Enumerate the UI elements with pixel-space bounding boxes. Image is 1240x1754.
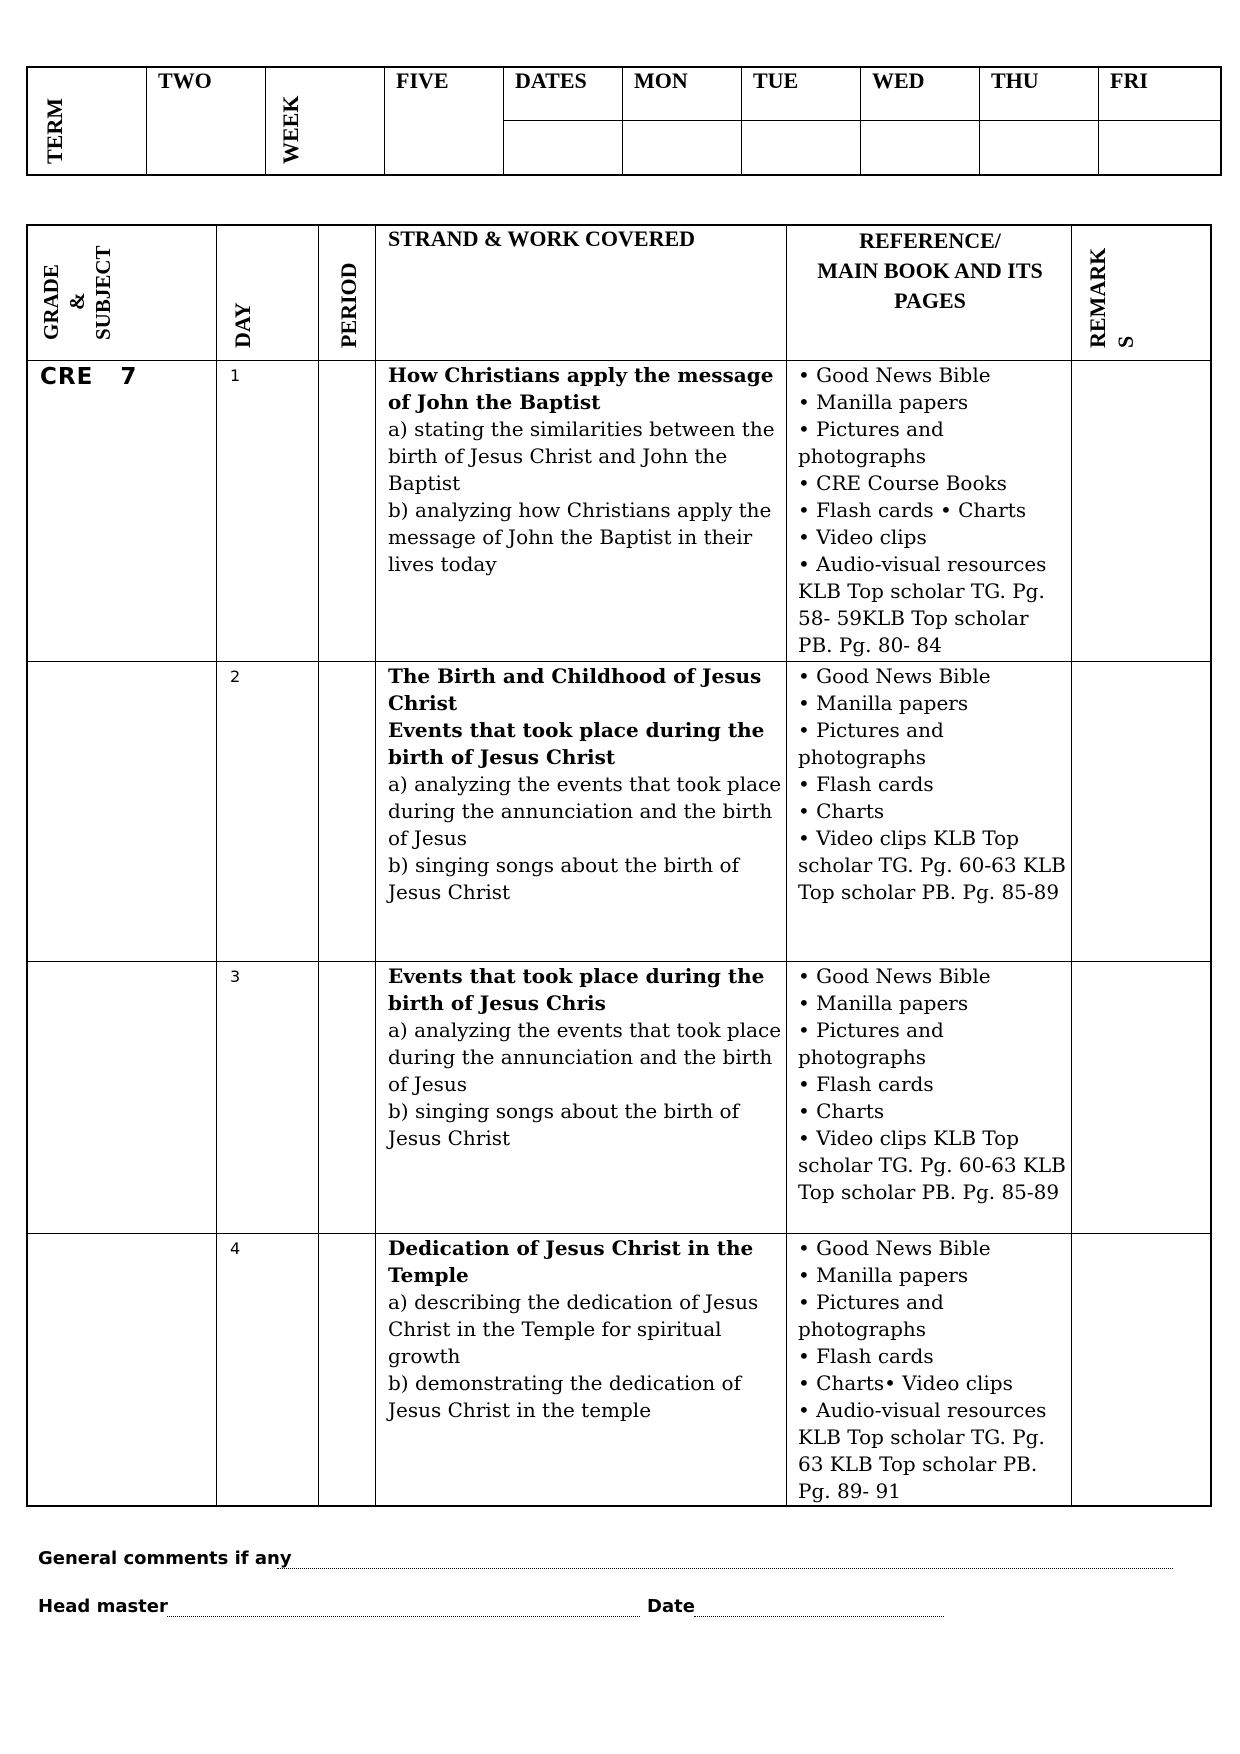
reference-line: • Good News Bible <box>798 1236 991 1260</box>
strand-text-line: of Jesus <box>388 1072 468 1096</box>
strand-text-line: during the annunciation and the birth <box>388 1045 773 1069</box>
strand-text-line: Jesus Christ in the temple <box>388 1398 652 1422</box>
column-divider <box>375 226 376 1505</box>
strand-text-line: Baptist <box>388 471 461 495</box>
date-line[interactable] <box>694 1616 944 1617</box>
strand-text-line: of Jesus <box>388 826 468 850</box>
strand-text-line: Jesus Christ <box>388 880 511 904</box>
reference-cell <box>798 362 1088 659</box>
reference-line: • Pictures and <box>798 417 944 441</box>
reference-line: • Flash cards • Charts <box>798 498 1027 522</box>
reference-line: Top scholar PB. Pg. 85-89 <box>798 1180 1060 1204</box>
row-divider <box>28 1233 1210 1234</box>
day-wed: WED <box>872 68 925 93</box>
day-tue: TUE <box>753 68 799 93</box>
week-label: WEEK <box>278 95 303 164</box>
strand-text-line: during the annunciation and the birth <box>388 799 773 823</box>
strand-text-line: Christ in the Temple for spiritual <box>388 1317 722 1341</box>
reference-line: KLB Top scholar TG. Pg. <box>798 1425 1045 1449</box>
reference-line: scholar TG. Pg. 60-63 KLB <box>798 1153 1066 1177</box>
grade-subject-header: GRADE & SUBJECT <box>39 245 115 340</box>
reference-line: photographs <box>798 1317 927 1341</box>
row-divider <box>28 661 1210 662</box>
strand-heading-line: Christ <box>388 691 458 715</box>
strand-heading-line: birth of Jesus Christ <box>388 745 616 769</box>
strand-text-line: b) analyzing how Christians apply the <box>388 498 772 522</box>
reference-line: • Pictures and <box>798 718 944 742</box>
subject-cell: CRE 7 <box>40 364 138 390</box>
strand-text-line: birth of Jesus Christ and John the <box>388 444 728 468</box>
reference-line: photographs <box>798 1045 927 1069</box>
strand-text-line: a) stating the similarities between the <box>388 417 775 441</box>
headmaster-label: Head master <box>38 1596 168 1617</box>
strand-cell <box>388 1235 806 1424</box>
day-cell: 3 <box>230 967 241 986</box>
reference-line: • Audio-visual resources <box>798 1398 1047 1422</box>
reference-line: • Manilla papers <box>798 691 969 715</box>
reference-line: 58- 59KLB Top scholar <box>798 606 1029 630</box>
reference-cell <box>798 1235 1088 1505</box>
scheme-of-work-table <box>26 224 1212 1507</box>
row-divider <box>28 961 1210 962</box>
reference-line: photographs <box>798 444 927 468</box>
term-value: TWO <box>158 68 212 93</box>
strand-heading-line: Events that took place during the <box>388 718 765 742</box>
day-thu: THU <box>991 68 1039 93</box>
strand-heading-line: of John the Baptist <box>388 390 601 414</box>
reference-line: • Manilla papers <box>798 390 969 414</box>
reference-line: • Audio-visual resources <box>798 552 1047 576</box>
reference-line: • Good News Bible <box>798 964 991 988</box>
strand-text-line: a) analyzing the events that took place <box>388 1018 782 1042</box>
reference-line: • CRE Course Books <box>798 471 1007 495</box>
strand-cell <box>388 663 806 906</box>
reference-line: • Flash cards <box>798 1344 934 1368</box>
strand-text-line: message of John the Baptist in their <box>388 525 753 549</box>
strand-text-line: a) describing the dedication of Jesus <box>388 1290 759 1314</box>
reference-line: • Video clips <box>798 525 927 549</box>
reference-line: 63 KLB Top scholar PB. <box>798 1452 1038 1476</box>
general-comments-line[interactable] <box>277 1568 1173 1569</box>
strand-text-line: b) singing songs about the birth of <box>388 1099 739 1123</box>
strand-header: STRAND & WORK COVERED <box>388 226 696 251</box>
reference-line: • Charts• Video clips <box>798 1371 1013 1395</box>
strand-text-line: a) analyzing the events that took place <box>388 772 782 796</box>
reference-line: Top scholar PB. Pg. 85-89 <box>798 880 1060 904</box>
strand-heading-line: The Birth and Childhood of Jesus <box>388 664 762 688</box>
period-header: PERIOD <box>336 262 361 348</box>
reference-line: KLB Top scholar TG. Pg. <box>798 579 1045 603</box>
day-cell: 4 <box>230 1239 241 1258</box>
day-header: DAY <box>230 302 255 348</box>
strand-cell <box>388 963 806 1152</box>
strand-heading-line: How Christians apply the message <box>388 363 774 387</box>
day-cell: 1 <box>230 366 241 385</box>
strand-heading-line: Events that took place during the <box>388 964 765 988</box>
reference-line: • Manilla papers <box>798 991 969 1015</box>
reference-line: • Charts <box>798 799 885 823</box>
day-mon: MON <box>634 68 688 93</box>
day-fri: FRI <box>1110 68 1148 93</box>
strand-cell <box>388 362 806 578</box>
reference-line: scholar TG. Pg. 60-63 KLB <box>798 853 1066 877</box>
column-divider <box>216 226 217 1505</box>
strand-heading-line: birth of Jesus Chris <box>388 991 606 1015</box>
strand-text-line: Jesus Christ <box>388 1126 511 1150</box>
reference-line: • Video clips KLB Top <box>798 1126 1020 1150</box>
reference-line: photographs <box>798 745 927 769</box>
strand-text-line: growth <box>388 1344 461 1368</box>
reference-line: • Charts <box>798 1099 885 1123</box>
reference-line: • Pictures and <box>798 1018 944 1042</box>
dates-row-divider <box>504 120 1220 121</box>
reference-line: PB. Pg. 80- 84 <box>798 633 942 657</box>
dates-label: DATES <box>515 68 587 93</box>
reference-line: • Good News Bible <box>798 363 991 387</box>
term-week-header-table <box>26 66 1222 176</box>
reference-line: • Manilla papers <box>798 1263 969 1287</box>
strand-text-line: b) demonstrating the dedication of <box>388 1371 741 1395</box>
reference-line: • Flash cards <box>798 772 934 796</box>
strand-text-line: lives today <box>388 552 497 576</box>
reference-header: REFERENCE/ MAIN BOOK AND ITS PAGES <box>817 228 1043 313</box>
reference-line: • Video clips KLB Top <box>798 826 1020 850</box>
day-cell: 2 <box>230 667 241 686</box>
reference-line: • Good News Bible <box>798 664 991 688</box>
header-row-divider <box>28 360 1210 361</box>
term-label: TERM <box>42 98 67 164</box>
headmaster-signature-line[interactable] <box>167 1616 640 1617</box>
strand-heading-line: Temple <box>388 1263 469 1287</box>
remarks-header: REMARK S <box>1085 247 1138 348</box>
strand-heading-line: Dedication of Jesus Christ in the <box>388 1236 754 1260</box>
reference-line: • Flash cards <box>798 1072 934 1096</box>
strand-text-line: b) singing songs about the birth of <box>388 853 739 877</box>
week-value: FIVE <box>396 68 449 93</box>
reference-cell <box>798 963 1088 1206</box>
reference-cell <box>798 663 1088 906</box>
general-comments-label: General comments if any <box>38 1548 292 1569</box>
column-divider <box>318 226 319 1505</box>
date-label: Date <box>647 1596 695 1617</box>
reference-line: Pg. 89- 91 <box>798 1479 901 1503</box>
reference-line: • Pictures and <box>798 1290 944 1314</box>
